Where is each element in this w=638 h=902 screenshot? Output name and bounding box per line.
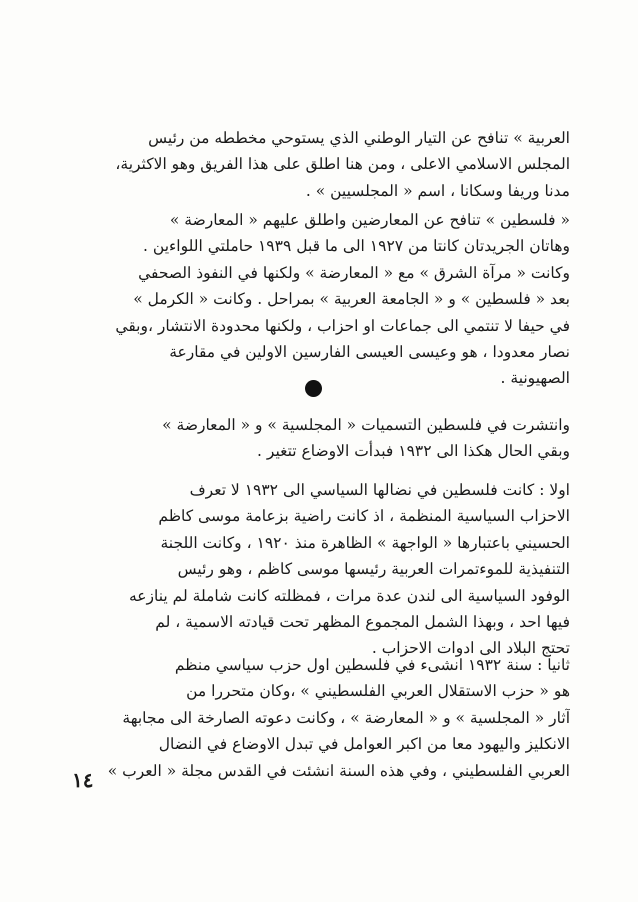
text-line: وكانت « مرآة الشرق » مع « المعارضة » ولكنها في النفوذ الصحفي xyxy=(138,263,570,282)
text-line: تحتج البلاد الى ادوات الاحزاب . xyxy=(371,639,570,658)
text-line: في حيفا لا تنتمي الى جماعات او احزاب ، ولكنها محدودة الانتشار ،وبقي xyxy=(115,316,570,335)
text-line: « فلسطين » تنافح عن المعارضين واطلق عليهم « المعارضة » xyxy=(169,211,570,229)
text-line: العربي الفلسطيني ، وفي هذه السنة انشئت في القدس مجلة « العرب » xyxy=(107,761,570,780)
text-line: المجلس الاسلامي الاعلى ، ومن هنا اطلق على هذا الفريق وهو الاكثرية، xyxy=(115,155,570,174)
text-line: الوفود السياسية الى لندن عدة مرات ، فمظلته كانت شاملة لم ينازعه xyxy=(128,586,570,605)
text-line: اولا : كانت فلسطين في نضالها السياسي الى ١٩٣٢ لا تعرف xyxy=(189,481,570,499)
section-bullet-icon xyxy=(305,380,322,397)
text-line: هو « حزب الاستقلال العربي الفلسطيني » ،وكان متحررا من xyxy=(186,682,570,701)
text-line: بعد « فلسطين » و « الجامعة العربية » بمراحل . وكانت « الكرمل » xyxy=(133,290,570,309)
paragraph-3 xyxy=(68,412,570,465)
text-line: فيها احد ، وبهذا الشمل المجموع المظهر تحت قيادته الاسمية ، لم xyxy=(155,613,570,632)
text-line: الاحزاب السياسية المنظمة ، اذ كانت راضية بزعامة موسى كاظم xyxy=(158,507,570,526)
text-line: الانكليز واليهود معا من اكبر العوامل في تبدل الاوضاع في النضال xyxy=(158,735,570,754)
paragraph-1 xyxy=(68,125,570,204)
text-line: التنفيذية للموءتمرات العربية رئيسها موسى كاظم ، وهو رئيس xyxy=(177,560,570,579)
paragraph-5 xyxy=(68,652,570,784)
paragraph-4 xyxy=(68,477,570,662)
text-line: الحسيني باعتبارها « الواجهة » الظاهرة منذ ١٩٢٠ ، وكانت اللجنة xyxy=(160,533,570,552)
text-line: مدنا وريفا وسكانا ، اسم « المجلسيين » . xyxy=(305,181,570,200)
text-line: العربية » تنافح عن التيار الوطني الذي يستوحي مخططه من رئيس xyxy=(148,129,570,147)
page-number: ١٤ xyxy=(72,768,94,792)
text-line: نصار معدودا ، هو وعيسى العيسى الفارسين الاولين في مقارعة xyxy=(169,343,570,362)
text-line: وانتشرت في فلسطين التسميات « المجلسية » و « المعارضة » xyxy=(162,416,570,434)
paragraph-2 xyxy=(68,207,570,392)
text-line: الصهيونية . xyxy=(500,369,570,388)
text-line: آثار « المجلسية » و « المعارضة » ، وكانت دعوته الصارخة الى مجابهة xyxy=(122,708,570,727)
text-line: ثانيا : سنة ١٩٣٢ انشىء في فلسطين اول حزب سياسي منظم xyxy=(174,656,570,674)
text-line: وبقي الحال هكذا الى ١٩٣٢ فبدأت الاوضاع تتغير . xyxy=(257,442,570,461)
text-line: وهاتان الجريدتان كانتا من ١٩٢٧ الى ما قبل ١٩٣٩ حاملتي اللواءين . xyxy=(143,237,570,256)
